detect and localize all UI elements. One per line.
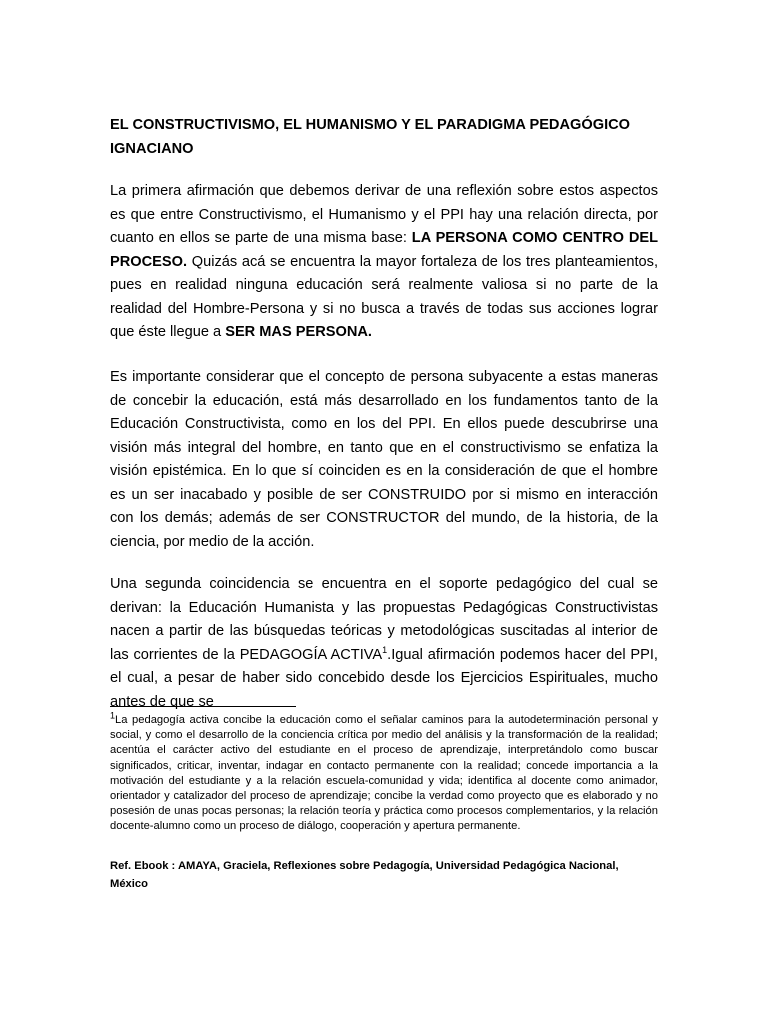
- footnote-reference-mark: 1: [382, 644, 388, 655]
- reference-line: Ref. Ebook : AMAYA, Graciela, Reflexiones sobre Pedagogía, Universidad Pedagógica Nacional, México: [110, 860, 619, 890]
- paragraph-1-bold-a: LA PERSONA COMO CENTRO DEL PROCESO.: [110, 230, 659, 270]
- footnote-text: La pedagogía activa concibe la educación como el señalar caminos para la autodeterminación personal y social, y como el desarrollo de la conciencia crítica por medio del análisis y la transformación de la realidad; acentúa el carácter activo del estudiante en el proceso de aprendizaje, interpretándolo como buscar significados, criticar, inventar, indagar en contacto permanente con la realidad; concede importancia a la motivación del estudiante y a la relación escuela-comunidad y vida; identifica al docente como animador, orientador y catalizador del proceso de aprendizaje; concibe la verdad como proyecto que es elaborado y no posesión de unas pocas personas; la relación teoría y práctica como procesos complementarios, y la relación docente-alumno como un proceso de diálogo, cooperación y apertura permanente.: [110, 714, 658, 833]
- paragraph-3-text-b: .Igual afirmación podemos hacer del PPI, el cual, a pesar de haber sido concebido desde los Ejercicios Espirituales, mucho antes de que se: [110, 646, 658, 710]
- paragraph-1: [110, 180, 658, 345]
- footnote-mark: 1: [110, 710, 116, 721]
- paragraph-1-bold-b: SER MAS PERSONA.: [225, 324, 372, 340]
- paragraph-3-text-a: Una segunda coincidencia se encuentra en el soporte pedagógico del cual se derivan: la Educación Humanista y las propuestas Pedagógicas Constructivistas nacen a partir de las búsquedas teóricas y metodológicas suscitadas al interior de las corrientes de la PEDAGOGÍA ACTIVA: [110, 576, 658, 663]
- footnote: [110, 710, 658, 835]
- paragraph-3: [110, 573, 658, 714]
- document-title: EL CONSTRUCTIVISMO, EL HUMANISMO Y EL PARADIGMA PEDAGÓGICO IGNACIANO: [110, 117, 631, 157]
- paragraph-2: Es importante considerar que el concepto de persona subyacente a estas maneras de concebir la educación, está más desarrollado en los fundamentos tanto de la Educación Constructivista, como en los del PPI. En ellos puede descubrirse una visión más integral del hombre, en tanto que en el constructivismo se enfatiza la visión epistémica. En lo que sí coinciden es en la consideración de que el hombre es un ser inacabado y posible de ser CONSTRUIDO por si mismo en interacción con los demás; además de ser CONSTRUCTOR del mundo, de la historia, de la ciencia, por medio de la acción.: [110, 369, 658, 550]
- paragraph-1-text-b: Quizás acá se encuentra la mayor fortaleza de los tres planteamientos, pues en realidad ninguna educación será realmente valiosa si no parte de la realidad del Hombre-Persona y si no busca a través de todas sus acciones lograr que éste llegue a: [110, 253, 658, 340]
- footnote-separator: [110, 706, 296, 707]
- paragraph-1-text-a: La primera afirmación que debemos derivar de una reflexión sobre estos aspectos es que entre Constructivismo, el Humanismo y el PPI hay una relación directa, por cuanto en ellos se parte de una misma base:: [110, 183, 658, 246]
